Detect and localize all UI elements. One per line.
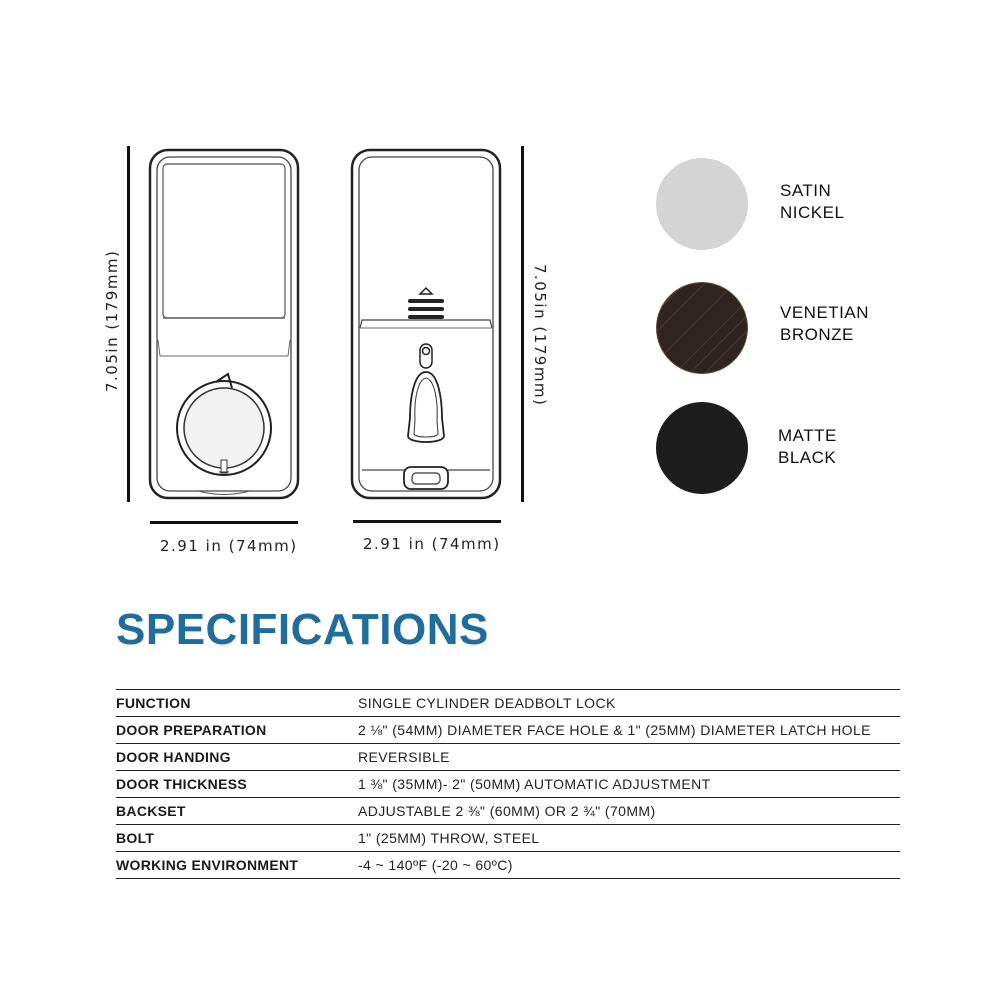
table-row: [116, 771, 900, 798]
spec-label: BOLT: [116, 830, 155, 846]
finish-label-matte-black: MATTE BLACK: [778, 426, 837, 467]
spec-value: 1 ⅜" (35MM)- 2" (50MM) AUTOMATIC ADJUSTMENT: [358, 776, 711, 792]
spec-value: SINGLE CYLINDER DEADBOLT LOCK: [358, 695, 616, 711]
spec-label: DOOR HANDING: [116, 749, 231, 765]
table-row: [116, 744, 900, 771]
front-lock-drawing: [148, 148, 300, 500]
spec-value: -4 ~ 140ºF (-20 ~ 60ºC): [358, 857, 513, 873]
finish-label-satin-nickel: SATIN NICKEL: [780, 181, 845, 222]
spec-value: 2 ⅛" (54MM) DIAMETER FACE HOLE & 1" (25MM) DIAMETER LATCH HOLE: [358, 722, 871, 738]
table-row: [116, 717, 900, 744]
spec-value: ADJUSTABLE 2 ⅜" (60MM) OR 2 ¾" (70MM): [358, 803, 656, 819]
finish-swatch-satin-nickel[interactable]: [656, 158, 748, 250]
spec-label: WORKING ENVIRONMENT: [116, 857, 299, 873]
spec-label: DOOR THICKNESS: [116, 776, 247, 792]
table-row: [116, 852, 900, 879]
specifications-table: [116, 689, 900, 879]
back-width-dimension-line: [353, 520, 501, 523]
front-height-label: 7.05in (179mm): [103, 249, 121, 392]
finish-swatch-matte-black[interactable]: [656, 402, 748, 494]
spec-value: REVERSIBLE: [358, 749, 450, 765]
spec-label: FUNCTION: [116, 695, 191, 711]
spec-value: 1" (25MM) THROW, STEEL: [358, 830, 540, 846]
back-lock-drawing: [350, 148, 502, 500]
front-width-label: 2.91 in (74mm): [160, 537, 298, 555]
table-row: [116, 825, 900, 852]
table-row: [116, 798, 900, 825]
back-height-label: 7.05in (179mm): [531, 264, 549, 407]
spec-label: BACKSET: [116, 803, 186, 819]
back-width-label: 2.91 in (74mm): [363, 535, 501, 553]
finish-swatch-venetian-bronze[interactable]: [656, 282, 748, 374]
table-row: [116, 690, 900, 717]
back-height-dimension-line: [521, 146, 524, 502]
spec-label: DOOR PREPARATION: [116, 722, 267, 738]
specifications-title: SPECIFICATIONS: [116, 605, 489, 654]
finish-label-venetian-bronze: VENETIAN BRONZE: [780, 303, 870, 344]
front-width-dimension-line: [150, 521, 298, 524]
front-height-dimension-line: [127, 146, 130, 502]
